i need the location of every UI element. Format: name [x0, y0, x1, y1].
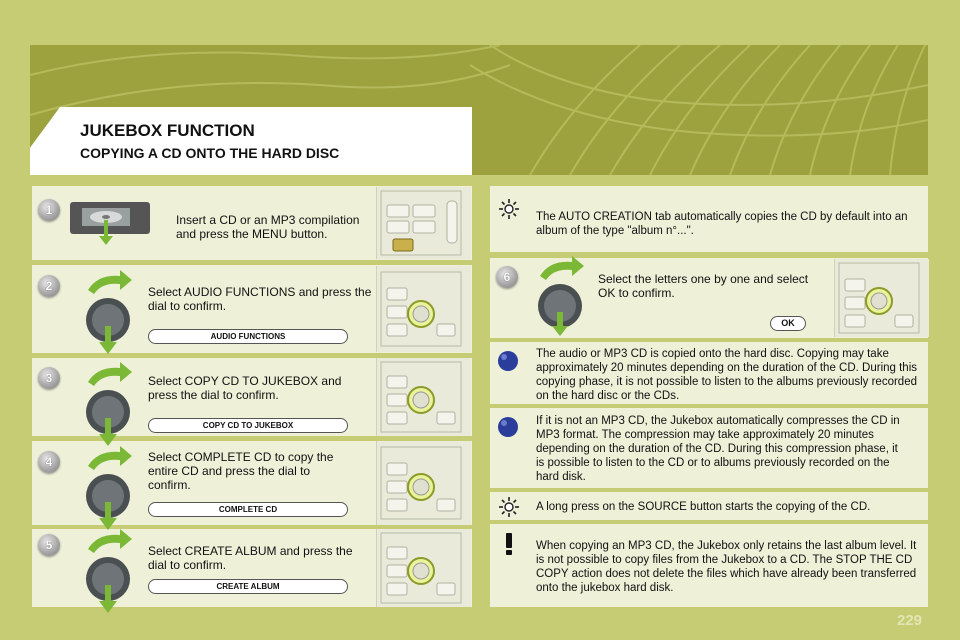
step-2-badge: 2: [38, 275, 60, 297]
radio-panel-thumbnail: [376, 358, 471, 436]
cd-radio-unit-icon: [68, 196, 158, 246]
step-1-badge: 1: [38, 199, 60, 221]
page-subtitle: COPYING A CD ONTO THE HARD DISC: [80, 145, 340, 161]
tip-text-source-button: A long press on the SOURCE button starts the copying of the CD.: [536, 501, 871, 513]
step-3-badge: 3: [38, 367, 60, 389]
rotary-dial-icon: [78, 527, 138, 615]
radio-panel-thumbnail: [376, 266, 471, 352]
step-6-text: Select the letters one by one and select OK to confirm.: [598, 272, 809, 300]
tip-icon: [498, 496, 520, 518]
tip-text-auto-creation: The AUTO CREATION tab automatically copies the CD by default into an album of the type "album n°...".: [536, 211, 908, 237]
copy-cd-to-jukebox-button[interactable]: COPY CD TO JUKEBOX: [148, 418, 348, 433]
radio-panel-thumbnail: [834, 259, 929, 337]
audio-functions-button[interactable]: AUDIO FUNCTIONS: [148, 329, 348, 344]
step-5-text: Select CREATE ALBUM and press the dial to confirm.: [148, 544, 353, 572]
rotary-dial-icon: [78, 444, 138, 532]
warning-text-mp3: When copying an MP3 CD, the Jukebox only retains the last album level. It is not possible to copy files from the Jukebox to a CD. The STOP THE CD COPY action does not delete the files which have already been transferred onto the jukebox hard disk.: [536, 540, 917, 594]
radio-panel-thumbnail: [376, 441, 471, 525]
ok-button[interactable]: OK: [770, 316, 806, 331]
radio-panel-thumbnail: [376, 187, 471, 259]
step-1-text: Insert a CD or an MP3 compilation and press the MENU button.: [176, 213, 360, 241]
create-album-button[interactable]: CREATE ALBUM: [148, 579, 348, 594]
warning-icon: [498, 532, 520, 556]
step-4-text: Select COMPLETE CD to copy the entire CD and press the dial to confirm.: [148, 450, 334, 492]
radio-panel-thumbnail: [376, 529, 471, 607]
step-4-badge: 4: [38, 451, 60, 473]
rotary-dial-icon: [78, 268, 138, 356]
step-2-text: Select AUDIO FUNCTIONS and press the dial to confirm.: [148, 285, 372, 313]
info-text-compression: If it is not an MP3 CD, the Jukebox automatically compresses the CD in MP3 format. The compression may take approximately 20 minutes depending on the duration of the CD. During this compression phase, it is possible to listen to the CD or to albums previously recorded on the hard disk.: [536, 415, 900, 483]
step-6-badge: 6: [496, 266, 518, 288]
page-number: 229: [897, 612, 923, 629]
rotary-dial-icon: [530, 254, 590, 342]
step-5-badge: 5: [38, 534, 60, 556]
step-3-text: Select COPY CD TO JUKEBOX and press the dial to confirm.: [148, 374, 342, 402]
complete-cd-button[interactable]: COMPLETE CD: [148, 502, 348, 517]
page-title: JUKEBOX FUNCTION: [80, 121, 255, 140]
info-icon: [497, 350, 519, 372]
rotary-dial-icon: [78, 360, 138, 448]
title-box: [30, 107, 472, 175]
info-text-copy-duration: The audio or MP3 CD is copied onto the hard disc. Copying may take approximately 20 minutes depending on the duration of the CD. During this copying phase, it is not possible to listen to the albums previously recorded on the hard disc or the CDs.: [536, 348, 918, 402]
info-icon: [497, 416, 519, 438]
tip-icon: [498, 198, 520, 220]
